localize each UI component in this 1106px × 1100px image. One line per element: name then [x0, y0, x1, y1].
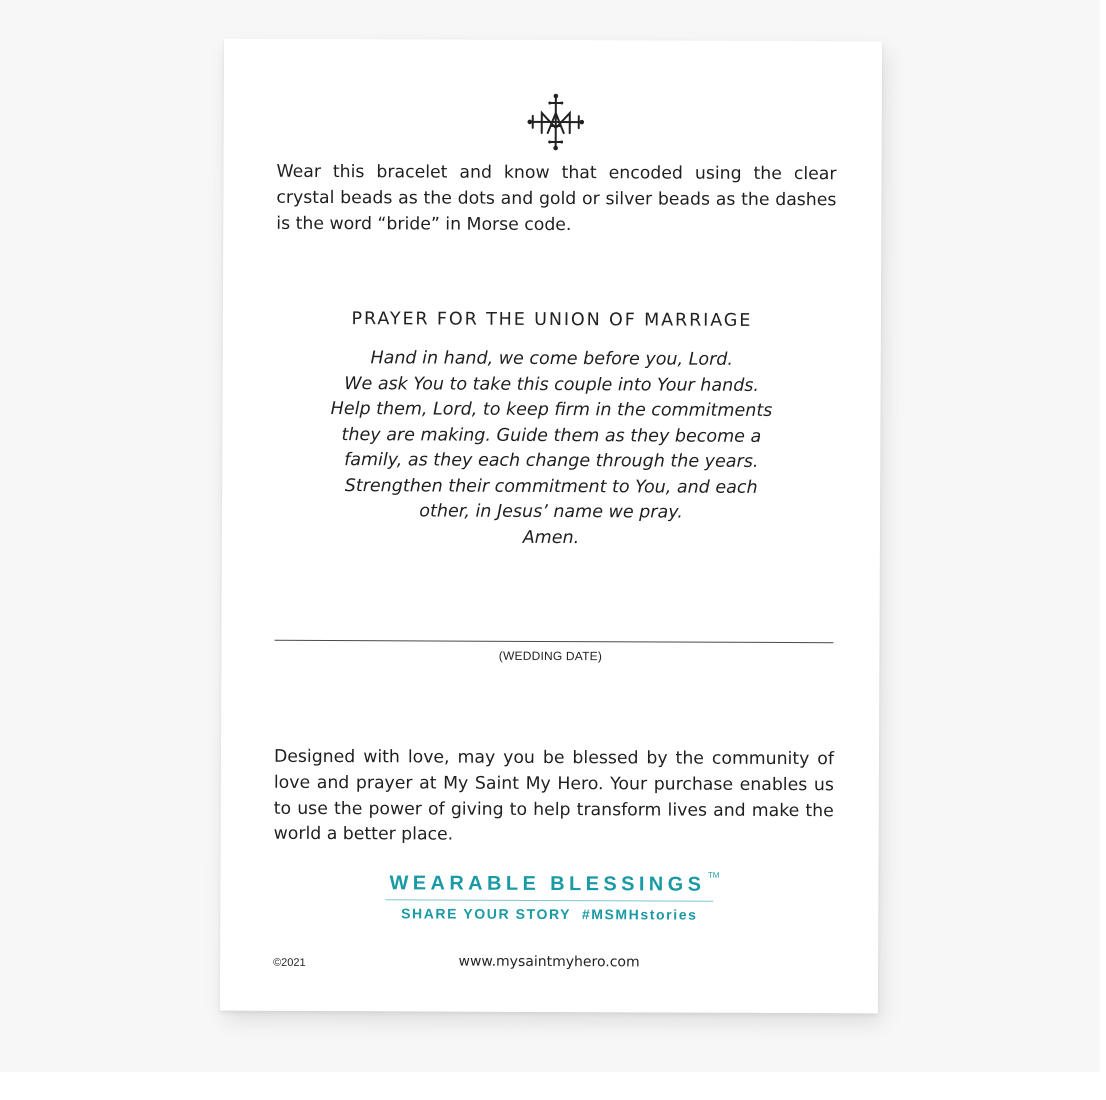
- prayer-text: [222, 346, 881, 553]
- prayer-line: Help them, Lord, to keep firm in the commitments: [330, 399, 773, 421]
- prayer-title: PRAYER FOR THE UNION OF MARRIAGE: [351, 309, 753, 331]
- intro-paragraph: Wear this bracelet and know that encoded using the clear crystal beads as the dots and gold or silver beads as the dashes is the word “bride” in Morse code.: [276, 161, 837, 235]
- website-url: www.mysaintmyhero.com: [458, 953, 640, 971]
- copyright: ©2021: [273, 956, 306, 969]
- brand-tagline: SHARE YOUR STORY #MSMHstories: [401, 905, 698, 923]
- marian-monogram-cross-icon: [526, 93, 586, 151]
- prayer-card: [220, 39, 882, 1014]
- prayer-line: family, as they each change through the years.: [344, 450, 759, 472]
- trademark-mark: TM: [707, 870, 720, 880]
- brand-block: [220, 872, 878, 924]
- wedding-date-line: [274, 640, 833, 643]
- prayer-amen: Amen.: [522, 527, 580, 548]
- prayer-line: other, in Jesus’ name we pray.: [419, 501, 683, 523]
- prayer-line: they are making. Guide them as they become a: [341, 424, 762, 447]
- wedding-date-label: (WEDDING DATE): [498, 648, 603, 664]
- closing-paragraph: Designed with love, may you be blessed by the community of love and prayer at My Saint My Hero. Your purchase enables us to use the power of giving to help transform lives and make the world a better place.: [273, 746, 835, 845]
- brand-logo-text: [389, 870, 720, 896]
- brand-title: WEARABLE BLESSINGS: [389, 872, 706, 896]
- brand-divider: [385, 899, 713, 901]
- prayer-line: Hand in hand, we come before you, Lord.: [370, 348, 734, 370]
- prayer-line: Strengthen their commitment to You, and each: [344, 475, 758, 498]
- prayer-line: We ask You to take this couple into Your hands.: [344, 373, 760, 396]
